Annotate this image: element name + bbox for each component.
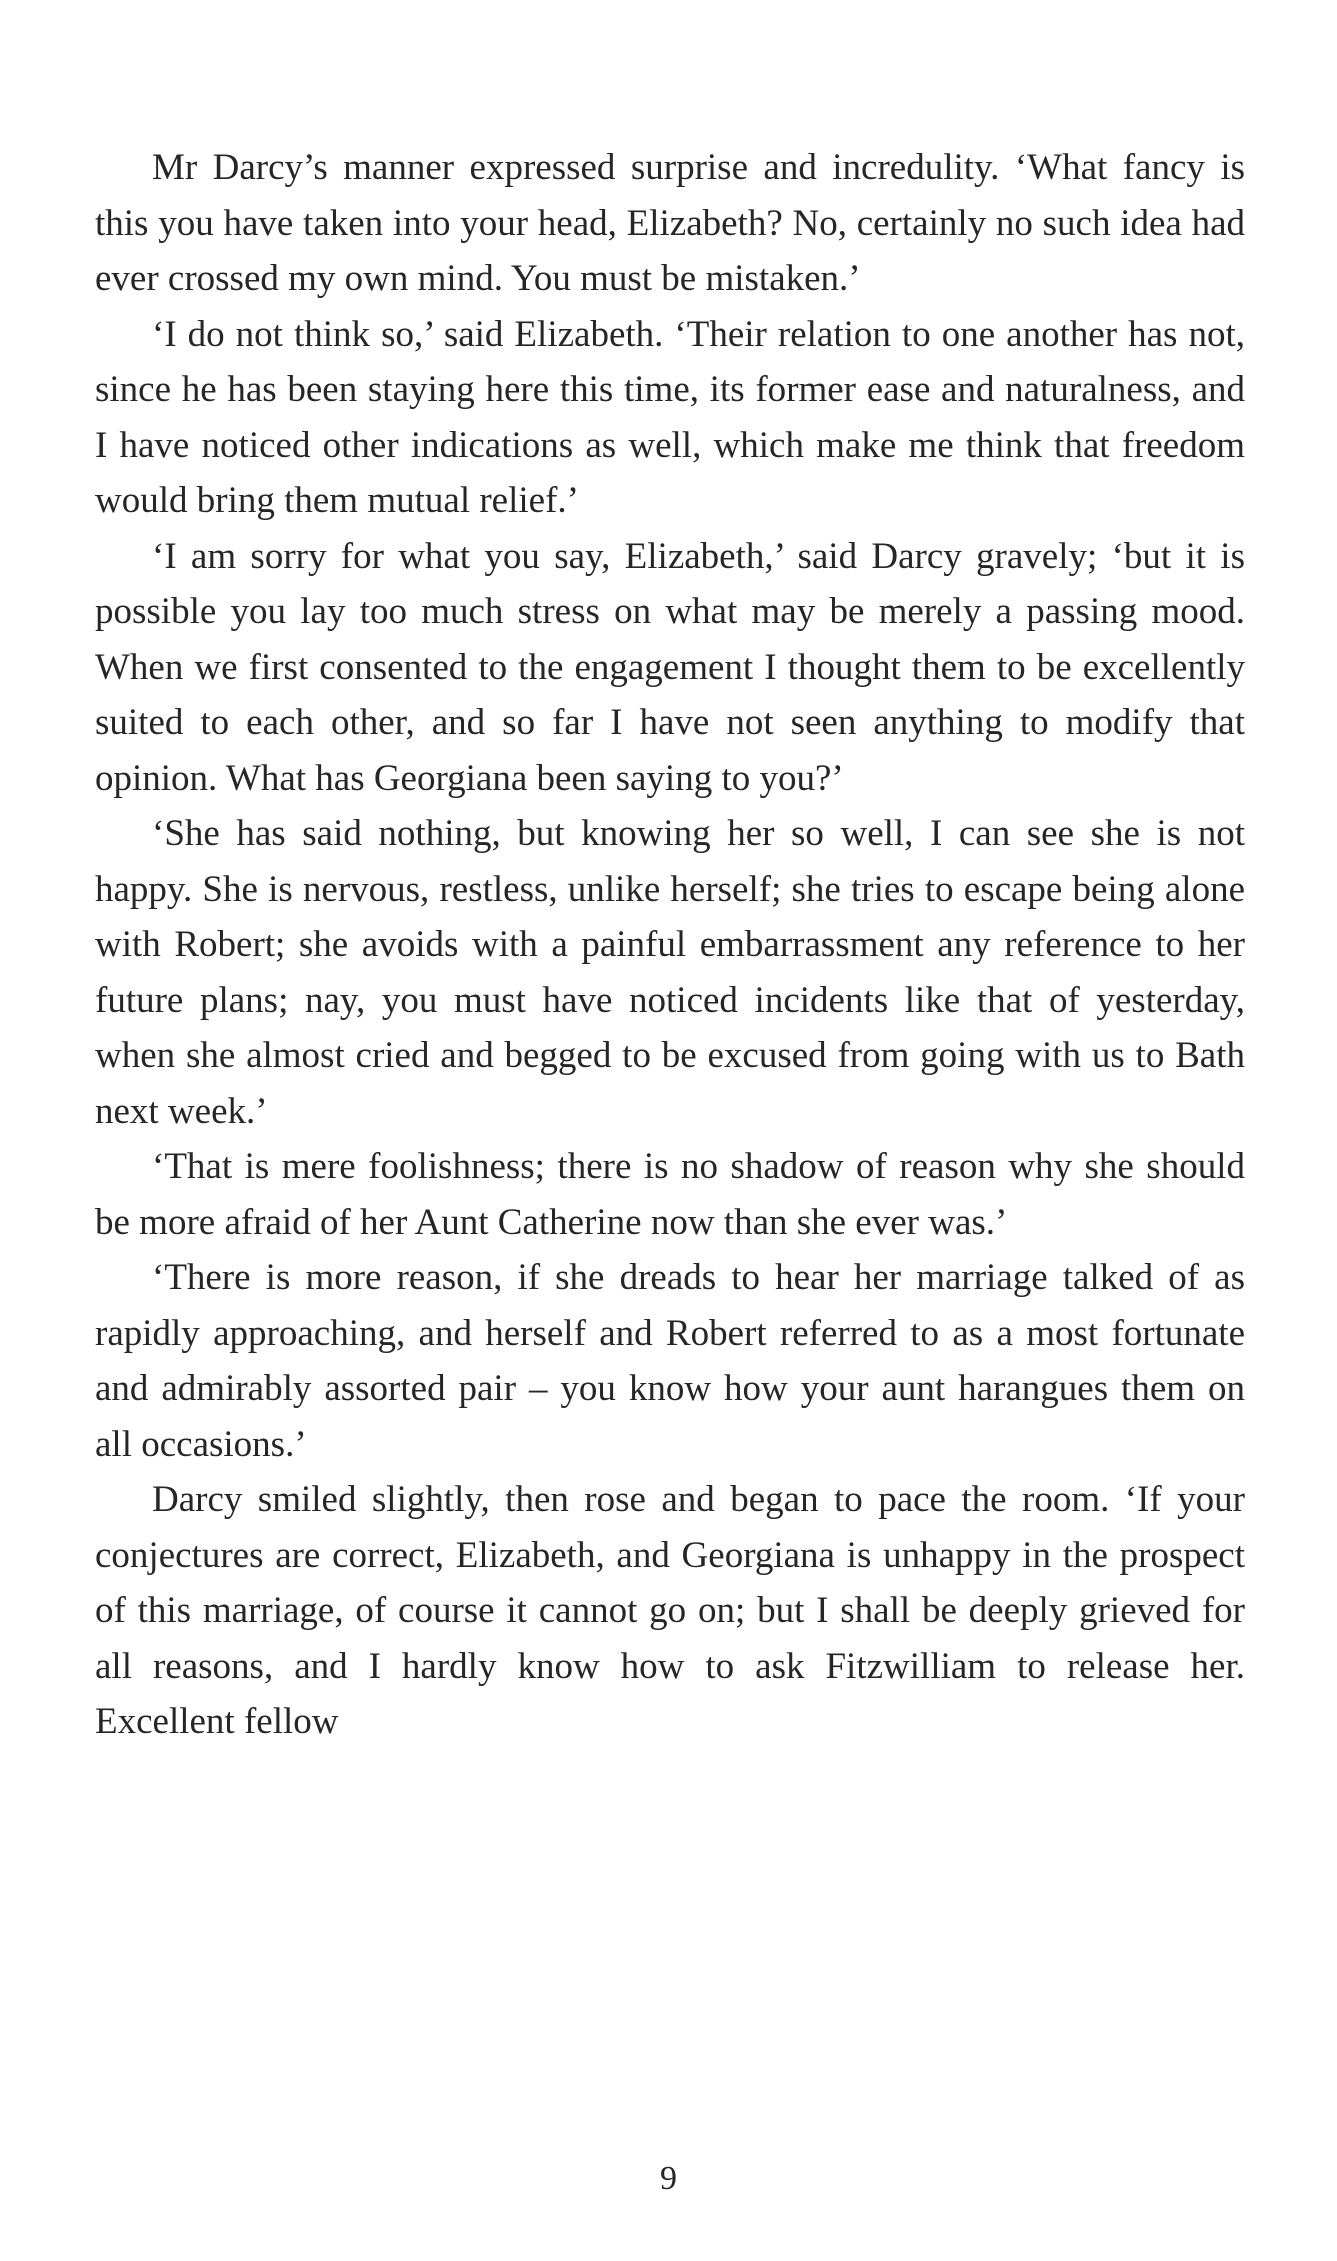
paragraph: ‘I do not think so,’ said Elizabeth. ‘Their relation to one another has not, since he has been staying here this time, its former ease and naturalness, and I have noticed other indications as well, which make me think that freedom would bring them mutual relief.’ [95,313,1245,521]
paragraph: ‘She has said nothing, but knowing her so well, I can see she is not happy. She is nervous, restless, unlike herself; she tries to escape being alone with Robert; she avoids with a painful embarrassment any reference to her future plans; nay, you must have noticed incidents like that of yesterday, when she almost cried and begged to be excused from going with us to Bath next week.’ [95,813,1245,1132]
paragraph: ‘That is mere foolishness; there is no shadow of reason why she should be more afraid of her Aunt Catherine now than she ever was.’ [95,1146,1245,1243]
paragraph: Darcy smiled slightly, then rose and began to pace the room. ‘If your conjectures are correct, Elizabeth, and Georgiana is unhappy in the prospect of this marriage, of course it cannot go on; but I shall be deeply grieved for all reasons, and I hardly know how to ask Fitzwilliam to release her. Excellent fellow [95,1479,1245,1742]
body-text [95,140,1245,1750]
paragraph: ‘There is more reason, if she dreads to hear her marriage talked of as rapidly approaching, and herself and Robert referred to as a most fortunate and admirably assorted pair – you know how your aunt harangues them on all occasions.’ [95,1257,1245,1465]
paragraph: Mr Darcy’s manner expressed surprise and incredulity. ‘What fancy is this you have taken into your head, Elizabeth? No, certainly no such idea had ever crossed my own mind. You must be mistaken.’ [95,147,1245,299]
page-number: 9 [660,2160,677,2197]
paragraph: ‘I am sorry for what you say, Elizabeth,’ said Darcy gravely; ‘but it is possible you lay too much stress on what may be merely a passing mood. When we first consented to the engagement I thought them to be excellently suited to each other, and so far I have not seen anything to modify that opinion. What has Georgiana been saying to you?’ [95,535,1245,799]
